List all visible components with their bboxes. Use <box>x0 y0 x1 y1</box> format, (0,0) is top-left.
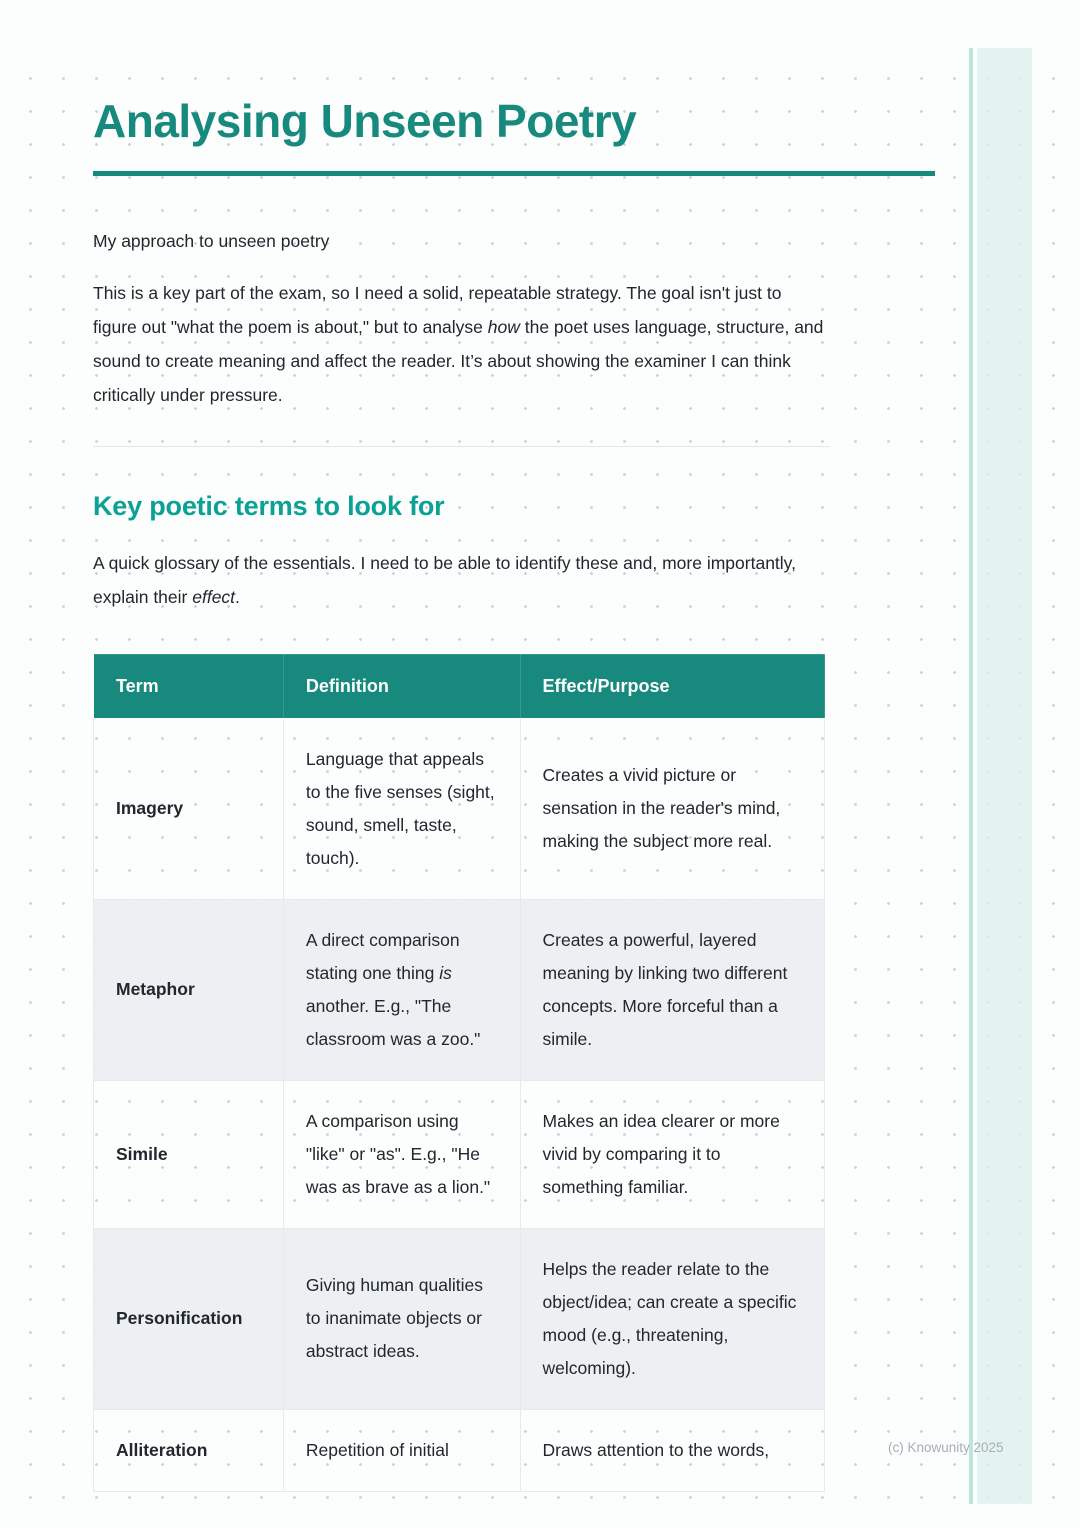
section-divider <box>93 446 830 447</box>
term-cell: Simile <box>94 1080 284 1228</box>
effect-cell: Helps the reader relate to the object/idea; can create a specific mood (e.g., threatening, welcoming). <box>520 1228 824 1409</box>
definition-cell: A comparison using "like" or "as". E.g., "He was as brave as a lion." <box>283 1080 520 1228</box>
side-accent-line <box>969 48 973 1504</box>
effect-cell: Makes an idea clearer or more vivid by comparing it to something familiar. <box>520 1080 824 1228</box>
table-row <box>94 1080 825 1228</box>
intro-text: This is a key part of the exam, so I need a solid, repeatable strategy. The goal isn't just to figure out "what the poem is about," but to analyse <box>93 282 782 337</box>
terms-table <box>93 654 825 1492</box>
section-description <box>93 546 830 614</box>
top-margin <box>0 0 1080 50</box>
table-row <box>94 1228 825 1409</box>
table-row <box>94 1409 825 1491</box>
side-stripe <box>977 48 1032 1504</box>
effect-cell: Draws attention to the words, <box>520 1409 824 1491</box>
header-row <box>94 654 825 718</box>
section-title: Key poetic terms to look for <box>93 490 445 521</box>
section-desc-emphasis: effect <box>192 586 236 607</box>
table-row <box>94 718 825 899</box>
section-desc-text: A quick glossary of the essentials. I need to be able to identify these and, more importantly, explain their <box>93 552 796 607</box>
table-header <box>94 654 825 718</box>
table-body <box>94 718 825 1491</box>
definition-cell: A direct comparison stating one thing is another. E.g., "The classroom was a zoo." <box>283 899 520 1080</box>
page-title: Analysing Unseen Poetry <box>93 95 637 147</box>
definition-cell: Giving human qualities to inanimate objects or abstract ideas. <box>283 1228 520 1409</box>
intro-paragraph <box>93 276 830 412</box>
definition-cell: Language that appeals to the five senses (sight, sound, smell, taste, touch). <box>283 718 520 899</box>
term-cell: Imagery <box>94 718 284 899</box>
section-desc-period: . <box>235 586 240 607</box>
term-cell: Alliteration <box>94 1409 284 1491</box>
column-header: Term <box>94 654 284 718</box>
document-content <box>93 96 935 1492</box>
copyright-watermark: (c) Knowunity 2025 <box>888 1440 1004 1455</box>
intro-text-continued: the poet uses language, structure, and sound to create meaning and affect the reader. It’s about showing the examiner I can think critically under pressure. <box>93 316 824 405</box>
intro-emphasis: how <box>487 316 520 337</box>
effect-cell: Creates a powerful, layered meaning by linking two different concepts. More forceful than a simile. <box>520 899 824 1080</box>
table-row <box>94 899 825 1080</box>
term-cell: Metaphor <box>94 899 284 1080</box>
column-header: Definition <box>283 654 520 718</box>
effect-cell: Creates a vivid picture or sensation in the reader's mind, making the subject more real. <box>520 718 824 899</box>
title-underline <box>93 171 935 176</box>
term-cell: Personification <box>94 1228 284 1409</box>
column-header: Effect/Purpose <box>520 654 824 718</box>
intro-lead: My approach to unseen poetry <box>93 230 330 251</box>
definition-cell: Repetition of initial <box>283 1409 520 1491</box>
